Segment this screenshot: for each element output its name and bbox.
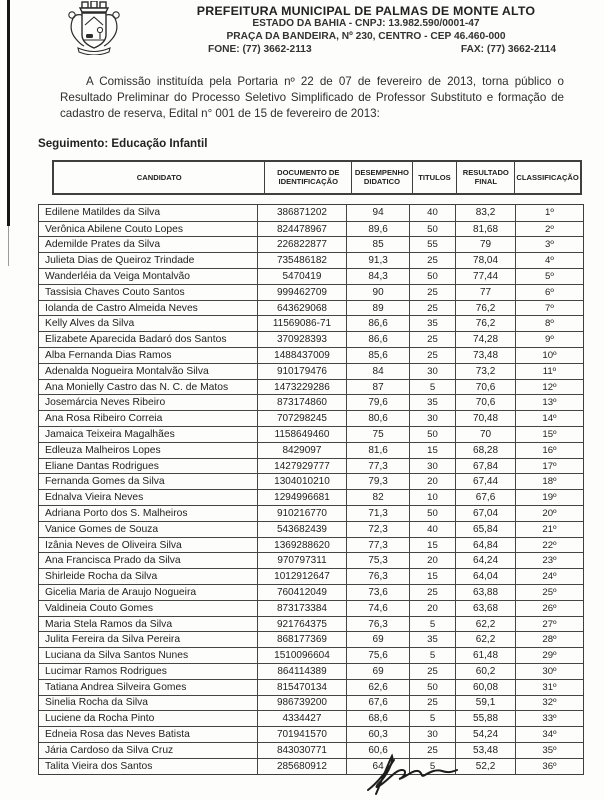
cell-classificacao: 21º: [515, 522, 583, 537]
cell-classificacao: 15º: [515, 427, 583, 442]
cell-resultado-final: 74,28: [455, 332, 515, 347]
cell-documento-identificacao: 864114389: [257, 664, 347, 679]
column-header-desempenho-didatico: DESEMPENHO DIDATICO: [351, 162, 411, 193]
cell-documento-identificacao: 921764375: [257, 617, 347, 632]
cell-candidato: Tatiana Andrea Silveira Gomes: [45, 681, 187, 693]
cell-resultado-final: 67,6: [455, 490, 515, 505]
cell-resultado-final: 67,44: [455, 474, 515, 489]
table-row: [39, 584, 583, 600]
table-row: [39, 758, 583, 774]
cell-documento-identificacao: 1510096604: [257, 648, 347, 663]
table-row: [39, 284, 583, 300]
cell-documento-identificacao: 1012912647: [257, 569, 347, 584]
cell-titulos: 50: [409, 222, 455, 237]
cell-classificacao: 10º: [515, 348, 583, 363]
cell-documento-identificacao: 735486182: [257, 253, 347, 268]
column-header-titulos: TITULOS: [412, 162, 457, 193]
cell-candidato: Elizabete Aparecida Badaró dos Santos: [45, 334, 227, 346]
cell-classificacao: 23º: [515, 553, 583, 568]
cell-desempenho-didatico: 89,6: [346, 222, 409, 237]
table-row: [39, 505, 583, 521]
cell-classificacao: 28º: [515, 632, 583, 647]
cell-candidato: Edleuza Malheiros Lopes: [45, 444, 161, 456]
letterhead-title: PREFEITURA MUNICIPAL DE PALMAS DE MONTE ALTO: [196, 4, 536, 18]
cell-resultado-final: 83,2: [455, 205, 515, 221]
table-row: [39, 710, 583, 726]
cell-classificacao: 12º: [515, 380, 583, 395]
cell-resultado-final: 54,24: [455, 727, 515, 742]
cell-candidato: Gicelia Maria de Araujo Nogueira: [45, 586, 197, 598]
cell-titulos: 15: [409, 443, 455, 458]
cell-titulos: 30: [409, 459, 455, 474]
cell-titulos: 30: [409, 364, 455, 379]
table-row: [39, 726, 583, 742]
cell-titulos: 50: [409, 427, 455, 442]
cell-classificacao: 25º: [515, 585, 583, 600]
cell-classificacao: 35º: [515, 743, 583, 758]
cell-candidato: Fernanda Gomes da Silva: [45, 476, 165, 488]
cell-titulos: 5: [409, 617, 455, 632]
cell-resultado-final: 70,48: [455, 411, 515, 426]
cell-candidato: Talita Vieira dos Santos: [45, 760, 153, 772]
cell-documento-identificacao: 815470134: [257, 680, 347, 695]
table-row: [39, 300, 583, 316]
cell-classificacao: 20º: [515, 506, 583, 521]
table-row: [39, 616, 583, 632]
cell-resultado-final: 73,2: [455, 364, 515, 379]
cell-candidato: Tassisia Chaves Couto Santos: [45, 286, 185, 298]
cell-classificacao: 5º: [515, 269, 583, 284]
cell-titulos: 5: [409, 711, 455, 726]
cell-documento-identificacao: 8429097: [257, 443, 347, 458]
results-table-header-row: [52, 160, 582, 195]
cell-documento-identificacao: 643629068: [257, 301, 347, 316]
cell-documento-identificacao: 970797311: [257, 553, 347, 568]
column-header-resultado-final: RESULTADO FINAL: [456, 162, 514, 193]
cell-titulos: 20: [409, 553, 455, 568]
cell-titulos: 40: [409, 522, 455, 537]
cell-desempenho-didatico: 74,6: [346, 601, 409, 616]
cell-resultado-final: 70,6: [455, 380, 515, 395]
cell-classificacao: 34º: [515, 727, 583, 742]
cell-titulos: 25: [409, 301, 455, 316]
table-row: [39, 347, 583, 363]
cell-documento-identificacao: 843030771: [257, 743, 347, 758]
table-row: [39, 221, 583, 237]
table-row: [39, 426, 583, 442]
table-row: [39, 331, 583, 347]
table-row: [39, 631, 583, 647]
cell-titulos: 5: [409, 380, 455, 395]
cell-resultado-final: 70: [455, 427, 515, 442]
table-row: [39, 394, 583, 410]
cell-titulos: 15: [409, 538, 455, 553]
column-header-classificacao: CLASSIFICAÇÃO: [514, 162, 580, 193]
cell-resultado-final: 63,88: [455, 585, 515, 600]
cell-candidato: Valdineia Couto Gomes: [45, 602, 153, 614]
cell-classificacao: 17º: [515, 459, 583, 474]
letterhead: [148, 0, 584, 57]
cell-desempenho-didatico: 64: [346, 759, 409, 774]
cell-documento-identificacao: 285680912: [257, 759, 347, 774]
cell-documento-identificacao: 543682439: [257, 522, 347, 537]
cell-titulos: 25: [409, 253, 455, 268]
cell-classificacao: 22º: [515, 538, 583, 553]
cell-candidato: Iolanda de Castro Almeida Neves: [45, 302, 198, 314]
cell-resultado-final: 64,24: [455, 553, 515, 568]
cell-classificacao: 2º: [515, 222, 583, 237]
cell-resultado-final: 77: [455, 285, 515, 300]
cell-titulos: 50: [409, 506, 455, 521]
cell-documento-identificacao: 4334427: [257, 711, 347, 726]
cell-candidato: Adenalda Nogueira Montalvão Silva: [45, 365, 209, 377]
letterhead-line2: ESTADO DA BAHIA - CNPJ: 13.982.590/0001-47: [252, 18, 480, 29]
table-row: [39, 410, 583, 426]
table-row: [39, 363, 583, 379]
cell-classificacao: 14º: [515, 411, 583, 426]
cell-titulos: 40: [409, 205, 455, 221]
cell-desempenho-didatico: 84: [346, 364, 409, 379]
cell-desempenho-didatico: 69: [346, 664, 409, 679]
cell-desempenho-didatico: 75,3: [346, 553, 409, 568]
cell-desempenho-didatico: 87: [346, 380, 409, 395]
column-header-documento-identificacao: DOCUMENTO DE IDENTIFICAÇÃO: [264, 162, 351, 193]
cell-titulos: 55: [409, 237, 455, 252]
cell-classificacao: 19º: [515, 490, 583, 505]
cell-documento-identificacao: 824478967: [257, 222, 347, 237]
cell-candidato: Jamaica Teixeira Magalhães: [45, 428, 175, 440]
table-row: [39, 315, 583, 331]
cell-titulos: 20: [409, 601, 455, 616]
cell-resultado-final: 63,68: [455, 601, 515, 616]
table-row: [39, 458, 583, 474]
cell-classificacao: 16º: [515, 443, 583, 458]
cell-resultado-final: 70,6: [455, 395, 515, 410]
table-row: [39, 647, 583, 663]
cell-candidato: Verônica Abilene Couto Lopes: [45, 223, 183, 235]
cell-classificacao: 24º: [515, 569, 583, 584]
cell-desempenho-didatico: 81,6: [346, 443, 409, 458]
cell-titulos: 50: [409, 680, 455, 695]
cell-documento-identificacao: 1369288620: [257, 538, 347, 553]
cell-desempenho-didatico: 89: [346, 301, 409, 316]
cell-candidato: Julita Fereira da Silva Pereira: [45, 634, 181, 646]
cell-candidato: Sinelia Rocha da Silva: [45, 697, 149, 709]
table-row: [39, 268, 583, 284]
cell-documento-identificacao: 986739200: [257, 696, 347, 711]
cell-candidato: Julieta Dias de Queiroz Trindade: [45, 255, 195, 267]
cell-classificacao: 18º: [515, 474, 583, 489]
cell-candidato: Shirleide Rocha da Silva: [45, 571, 158, 583]
table-row: [39, 537, 583, 553]
cell-desempenho-didatico: 84,3: [346, 269, 409, 284]
cell-classificacao: 6º: [515, 285, 583, 300]
cell-candidato: Jária Cardoso da Silva Cruz: [45, 744, 174, 756]
handwritten-signature-icon: [362, 750, 472, 800]
cell-resultado-final: 79: [455, 237, 515, 252]
cell-desempenho-didatico: 68,6: [346, 711, 409, 726]
cell-titulos: 50: [409, 269, 455, 284]
section-label: Seguimento: Educação Infantil: [38, 136, 208, 150]
cell-resultado-final: 81,68: [455, 222, 515, 237]
cell-resultado-final: 60,08: [455, 680, 515, 695]
cell-titulos: 25: [409, 285, 455, 300]
cell-desempenho-didatico: 79,3: [346, 474, 409, 489]
cell-classificacao: 3º: [515, 237, 583, 252]
intro-paragraph: A Comissão instituída pela Portaria nº 22 de 07 de fevereiro de 2013, torna público o Resultado Preliminar do Processo Seletivo Simplificado de Professor Substituto e formação de cadastro de reserva, Edital n° 001 de 15 de fevereiro de 2013:: [60, 74, 564, 121]
cell-resultado-final: 53,48: [455, 743, 515, 758]
cell-resultado-final: 62,2: [455, 617, 515, 632]
cell-resultado-final: 61,48: [455, 648, 515, 663]
cell-candidato: Lucimar Ramos Rodrigues: [45, 665, 167, 677]
cell-desempenho-didatico: 60,6: [346, 743, 409, 758]
cell-documento-identificacao: 1488437009: [257, 348, 347, 363]
cell-titulos: 35: [409, 632, 455, 647]
cell-resultado-final: 62,2: [455, 632, 515, 647]
cell-candidato: Vanice Gomes de Souza: [45, 523, 159, 535]
cell-classificacao: 32º: [515, 696, 583, 711]
cell-desempenho-didatico: 76,3: [346, 617, 409, 632]
cell-documento-identificacao: 5470419: [257, 269, 347, 284]
table-row: [39, 489, 583, 505]
cell-documento-identificacao: 11569086-71: [257, 316, 347, 331]
cell-resultado-final: 64,04: [455, 569, 515, 584]
cell-classificacao: 11º: [515, 364, 583, 379]
table-row: [39, 236, 583, 252]
cell-titulos: 5: [409, 648, 455, 663]
cell-titulos: 25: [409, 348, 455, 363]
scan-artifact-line: [7, 0, 10, 226]
cell-titulos: 20: [409, 474, 455, 489]
results-table-body: [38, 204, 584, 775]
cell-classificacao: 26º: [515, 601, 583, 616]
cell-documento-identificacao: 226822877: [257, 237, 347, 252]
cell-titulos: 25: [409, 585, 455, 600]
cell-documento-identificacao: 370928393: [257, 332, 347, 347]
cell-documento-identificacao: 1158649460: [257, 427, 347, 442]
table-row: [39, 679, 583, 695]
cell-desempenho-didatico: 86,6: [346, 316, 409, 331]
cell-documento-identificacao: 701941570: [257, 727, 347, 742]
cell-desempenho-didatico: 76,3: [346, 569, 409, 584]
letterhead-fax: FAX: (77) 3662-2114: [460, 43, 556, 55]
cell-documento-identificacao: 1304010210: [257, 474, 347, 489]
cell-classificacao: 36º: [515, 759, 583, 774]
cell-documento-identificacao: 868177369: [257, 632, 347, 647]
cell-titulos: 35: [409, 316, 455, 331]
cell-classificacao: 1º: [515, 205, 583, 221]
cell-classificacao: 33º: [515, 711, 583, 726]
letterhead-fone: FONE: (77) 3662-2113: [208, 43, 312, 55]
table-row: [39, 742, 583, 758]
cell-desempenho-didatico: 73,6: [346, 585, 409, 600]
cell-candidato: Edneia Rosa das Neves Batista: [45, 729, 190, 741]
cell-classificacao: 4º: [515, 253, 583, 268]
cell-titulos: 25: [409, 664, 455, 679]
cell-documento-identificacao: 910216770: [257, 506, 347, 521]
cell-desempenho-didatico: 71,3: [346, 506, 409, 521]
cell-candidato: Kelly Alves da Silva: [45, 318, 135, 330]
cell-resultado-final: 67,84: [455, 459, 515, 474]
cell-classificacao: 27º: [515, 617, 583, 632]
cell-titulos: 25: [409, 696, 455, 711]
table-row: [39, 205, 583, 221]
cell-candidato: Edilene Matildes da Silva: [45, 207, 161, 219]
cell-desempenho-didatico: 60,3: [346, 727, 409, 742]
table-row: [39, 473, 583, 489]
cell-desempenho-didatico: 75,6: [346, 648, 409, 663]
cell-desempenho-didatico: 86,6: [346, 332, 409, 347]
cell-classificacao: 29º: [515, 648, 583, 663]
cell-candidato: Maria Stela Ramos da Silva: [45, 618, 173, 630]
cell-resultado-final: 78,04: [455, 253, 515, 268]
cell-documento-identificacao: 999462709: [257, 285, 347, 300]
table-row: [39, 600, 583, 616]
cell-candidato: Alba Fernanda Dias Ramos: [45, 349, 172, 361]
cell-candidato: Ana Monielly Castro das N. C. de Matos: [45, 381, 229, 393]
cell-titulos: 10: [409, 490, 455, 505]
cell-resultado-final: 68,28: [455, 443, 515, 458]
cell-titulos: 35: [409, 395, 455, 410]
cell-documento-identificacao: 1473229286: [257, 380, 347, 395]
cell-resultado-final: 73,48: [455, 348, 515, 363]
table-row: [39, 442, 583, 458]
cell-documento-identificacao: 873174860: [257, 395, 347, 410]
cell-titulos: 25: [409, 743, 455, 758]
cell-resultado-final: 76,2: [455, 301, 515, 316]
cell-classificacao: 13º: [515, 395, 583, 410]
cell-classificacao: 8º: [515, 316, 583, 331]
cell-desempenho-didatico: 72,3: [346, 522, 409, 537]
table-row: [39, 695, 583, 711]
table-row: [39, 663, 583, 679]
cell-resultado-final: 52,2: [455, 759, 515, 774]
cell-classificacao: 31º: [515, 680, 583, 695]
municipal-coat-of-arms-icon: [56, 1, 132, 55]
cell-titulos: 5: [409, 759, 455, 774]
cell-candidato: Ana Rosa Ribeiro Correia: [45, 413, 163, 425]
cell-desempenho-didatico: 77,3: [346, 459, 409, 474]
table-row: [39, 252, 583, 268]
cell-resultado-final: 55,88: [455, 711, 515, 726]
cell-titulos: 30: [409, 411, 455, 426]
scan-artifact-line-faint: [8, 226, 9, 266]
cell-resultado-final: 60,2: [455, 664, 515, 679]
cell-classificacao: 30º: [515, 664, 583, 679]
cell-documento-identificacao: 386871202: [257, 205, 347, 221]
cell-desempenho-didatico: 79,6: [346, 395, 409, 410]
cell-documento-identificacao: 873173384: [257, 601, 347, 616]
table-row: [39, 521, 583, 537]
cell-resultado-final: 64,84: [455, 538, 515, 553]
cell-candidato: Adriana Porto dos S. Malheiros: [45, 507, 188, 519]
table-row: [39, 568, 583, 584]
cell-desempenho-didatico: 69: [346, 632, 409, 647]
cell-classificacao: 7º: [515, 301, 583, 316]
cell-desempenho-didatico: 85,6: [346, 348, 409, 363]
cell-titulos: 15: [409, 569, 455, 584]
cell-candidato: Ademilde Prates da Silva: [45, 239, 161, 251]
cell-documento-identificacao: 760412049: [257, 585, 347, 600]
cell-candidato: Eliane Dantas Rodrigues: [45, 460, 159, 472]
cell-candidato: Ednalva Vieira Neves: [45, 492, 144, 504]
cell-documento-identificacao: 1294996681: [257, 490, 347, 505]
cell-documento-identificacao: 1427929777: [257, 459, 347, 474]
cell-candidato: Ana Francisca Prado da Silva: [45, 555, 181, 567]
cell-resultado-final: 67,04: [455, 506, 515, 521]
cell-candidato: Luciene da Rocha Pinto: [45, 713, 155, 725]
cell-titulos: 30: [409, 727, 455, 742]
cell-desempenho-didatico: 82: [346, 490, 409, 505]
cell-candidato: Wanderléia da Veiga Montalvão: [45, 270, 191, 282]
table-row: [39, 552, 583, 568]
cell-candidato: Izânia Neves de Oliveira Silva: [45, 539, 182, 551]
cell-documento-identificacao: 707298245: [257, 411, 347, 426]
letterhead-line3: PRAÇA DA BANDEIRA, Nº 230, CENTRO - CEP 46.460-000: [226, 30, 506, 42]
letterhead-contact: [148, 44, 584, 57]
cell-desempenho-didatico: 90: [346, 285, 409, 300]
cell-resultado-final: 76,2: [455, 316, 515, 331]
cell-classificacao: 9º: [515, 332, 583, 347]
cell-candidato: Josemárcia Neves Ribeiro: [45, 397, 166, 409]
column-header-candidato: CANDIDATO: [136, 172, 182, 182]
cell-desempenho-didatico: 77,3: [346, 538, 409, 553]
cell-desempenho-didatico: 85: [346, 237, 409, 252]
cell-documento-identificacao: 910179476: [257, 364, 347, 379]
table-row: [39, 379, 583, 395]
cell-candidato: Luciana da Silva Santos Nunes: [45, 650, 189, 662]
cell-desempenho-didatico: 80,6: [346, 411, 409, 426]
cell-titulos: 25: [409, 332, 455, 347]
cell-desempenho-didatico: 75: [346, 427, 409, 442]
cell-desempenho-didatico: 94: [346, 205, 409, 221]
cell-resultado-final: 59,1: [455, 696, 515, 711]
cell-desempenho-didatico: 91,3: [346, 253, 409, 268]
cell-desempenho-didatico: 62,6: [346, 680, 409, 695]
cell-desempenho-didatico: 67,6: [346, 696, 409, 711]
cell-resultado-final: 65,84: [455, 522, 515, 537]
cell-resultado-final: 77,44: [455, 269, 515, 284]
